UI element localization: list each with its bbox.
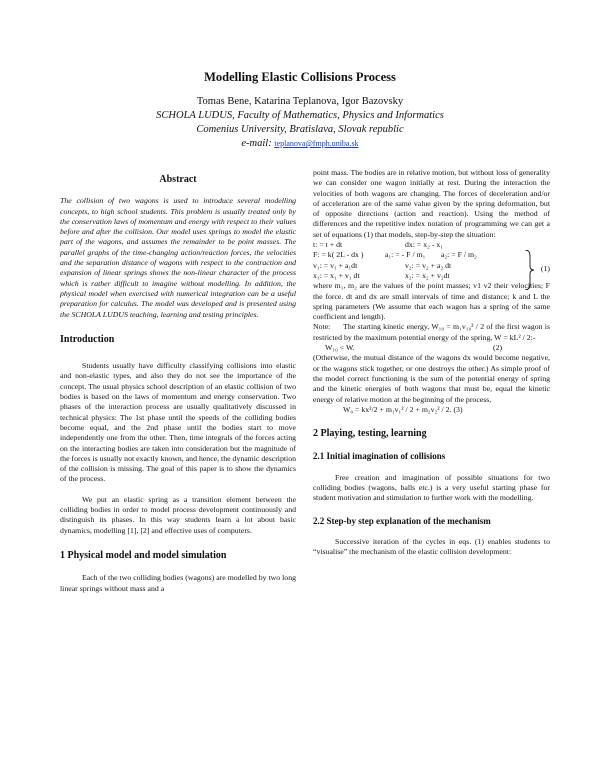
equation-v2: v₂: = v₂ + a₂ dt <box>405 260 452 270</box>
section-1-paragraph-2: where m₁, m₂ are the values of the point masses; v1 v2 their velocities; F the force. dt and dx are small intervals of time and distance; k and L the spring parameters (We assume that each wagon has a spring of the same coefficient and length). <box>313 281 550 322</box>
affiliation-faculty: SCHOLA LUDUS, Faculty of Mathematics, Physics and Informatics <box>156 110 444 121</box>
equation-x2: x₂: = x₂ + v₂dt <box>405 270 450 280</box>
abstract-heading: Abstract <box>159 174 197 185</box>
equation-row-2 <box>313 250 506 260</box>
note-text: The starting kinetic energy, W₁₀ = m₁v₁₀² / 2 of the first wagon is restricted by the maximum potential energy of the spring, W = kL² / 2:- <box>313 322 551 342</box>
equation-2-number: (2) <box>493 343 503 353</box>
equation-1-number: (1) <box>540 264 550 274</box>
section-2-heading: 2 Playing, testing, learning <box>313 428 427 440</box>
abstract-text: The collision of two wagons is used to introduce several modelling concepts, to high school students. This problem is usually treated only by the conservation laws of momentum and energy with respect to their values before and after the collision. Our model uses springs to model the elastic part of the wagons, and assumes the remainder to be point masses. The parallel graphs of the time-changing action/reaction forces, the velocities and the separation distance of wagons with respect to the contraction and expansion of linear springs shows the non-linear character of the process which is rather difficult to imagine without modelling. In addition, the physical model when exercised with numerical integration can be a useful preparation for calculus. The model was developed and is presented using the SCHOLA LUDUS teaching, learning and testing principles. <box>60 196 296 319</box>
equation-dx: dx: = x₂ - x₁ <box>405 240 443 250</box>
equation-row-4 <box>313 271 506 281</box>
equation-x1: x₁: = x₁ + v₁ dt <box>313 270 360 280</box>
introduction-paragraph-1: Students usually have difficulty classifying collisions into elastic and non-elastic types, and also they do not see the importance of the concept. The usual physics school description of an elastic collision of two bodies is based on the laws of momentum and energy conservation. Two phases of the interaction process are usually qualitatively discussed in technical physics: The 1st phase until the speeds of the colliding bodies become equal, and the 2nd phase until the bodies start to move independently one from the other. Then, time integrals of the forces acting on the interacting bodies are taken into consideration but the magnitude of the forces is usually not exactly known, and hence, the dynamic description of the collision is missing. The goal of this paper is to show the dynamics of the process. <box>60 361 296 484</box>
subsection-2-2-heading: 2.2 Step-by step explanation of the mechanism <box>313 515 491 526</box>
equation-3: W₀ = kx²/2 + m₁v₁² / 2 + m₂v₂² / 2. (3) <box>343 404 463 414</box>
subsection-2-1-paragraph: Free creation and imagination of possible situations for two colliding bodies (wagons, balls etc.) is a very useful starting phase for student motivation and stimulation to further work with the modelling. <box>313 472 550 503</box>
note-label: Note: <box>313 322 331 332</box>
section-1-paragraph-1: Each of the two colliding bodies (wagons) are modelled by two long linear springs without mass and a <box>60 573 296 593</box>
section-1-paragraph-3: (Otherwise, the mutual distance of the wagons dx would become negative, or the wagons stick together, or one destroys the other.) As simple proof of the model correct functioning is the sum of the potential energy of spring and the kinetic energies of both wagons that must be, equal the kinetic energy of relative motion at the beginning of the process, <box>313 353 550 404</box>
introduction-paragraph-2: We put an elastic spring as a transition element between the colliding bodies in order to model process development continuously and distinguish its phases. In this way students learn a lot about basic dynamics, modelling [1], [2] and effective uses of computers. <box>60 494 296 535</box>
equation-a2: a₂: = F / m₂ <box>441 250 477 260</box>
left-column <box>60 175 296 594</box>
note-paragraph <box>313 322 550 343</box>
email-line <box>0 137 600 151</box>
equation-set-1 <box>313 240 550 281</box>
introduction-heading: Introduction <box>60 333 115 345</box>
paper-title: Modelling Elastic Collisions Process <box>204 70 396 84</box>
equation-force: F: = k( 2L - dx ) <box>313 250 364 260</box>
right-column <box>313 168 550 558</box>
equation-2-line <box>313 343 550 353</box>
equation-row-1 <box>313 240 506 250</box>
subsection-2-2-paragraph: Successive iteration of the cycles in eqs. (1) enables students to “visualise” the mechanism of the elastic collision development: <box>313 536 550 557</box>
section-1-heading: 1 Physical model and model simulation <box>60 549 227 561</box>
email-link[interactable]: teplanova@fmph.uniba.sk <box>274 139 359 148</box>
equation-brace <box>524 250 534 290</box>
equation-row-3 <box>313 261 506 271</box>
equation-2: W₁₀ < W. <box>325 343 355 353</box>
subsection-2-1-heading: 2.1 Initial imagination of collisions <box>313 451 446 462</box>
equation-a1: a₁: = - F / m₁ <box>385 250 426 260</box>
authors: Tomas Bene, Katarina Teplanova, Igor Bazovsky <box>196 96 404 107</box>
equation-time: t: = t + dt <box>313 240 343 250</box>
equation-v1: v₁: = v₁ + a₁dt <box>313 260 358 270</box>
section-1-paragraph-1-continued: point mass. The bodies are in relative motion, but without loss of generality we can consider one wagon initially at rest. During the interaction the velocities of both wagons are changing. The forces of deceleration and/or of acceleration are of the same value given by the spring deformation, but of opposite directions (action and reaction). Using the method of differences and the repetitive index notation of programming we can get a set of equations (1) that models, step-by-step the situation: <box>313 168 550 239</box>
email-label: e-mail: <box>241 138 272 149</box>
affiliation-university: Comenius University, Bratislava, Slovak republic <box>196 124 404 135</box>
